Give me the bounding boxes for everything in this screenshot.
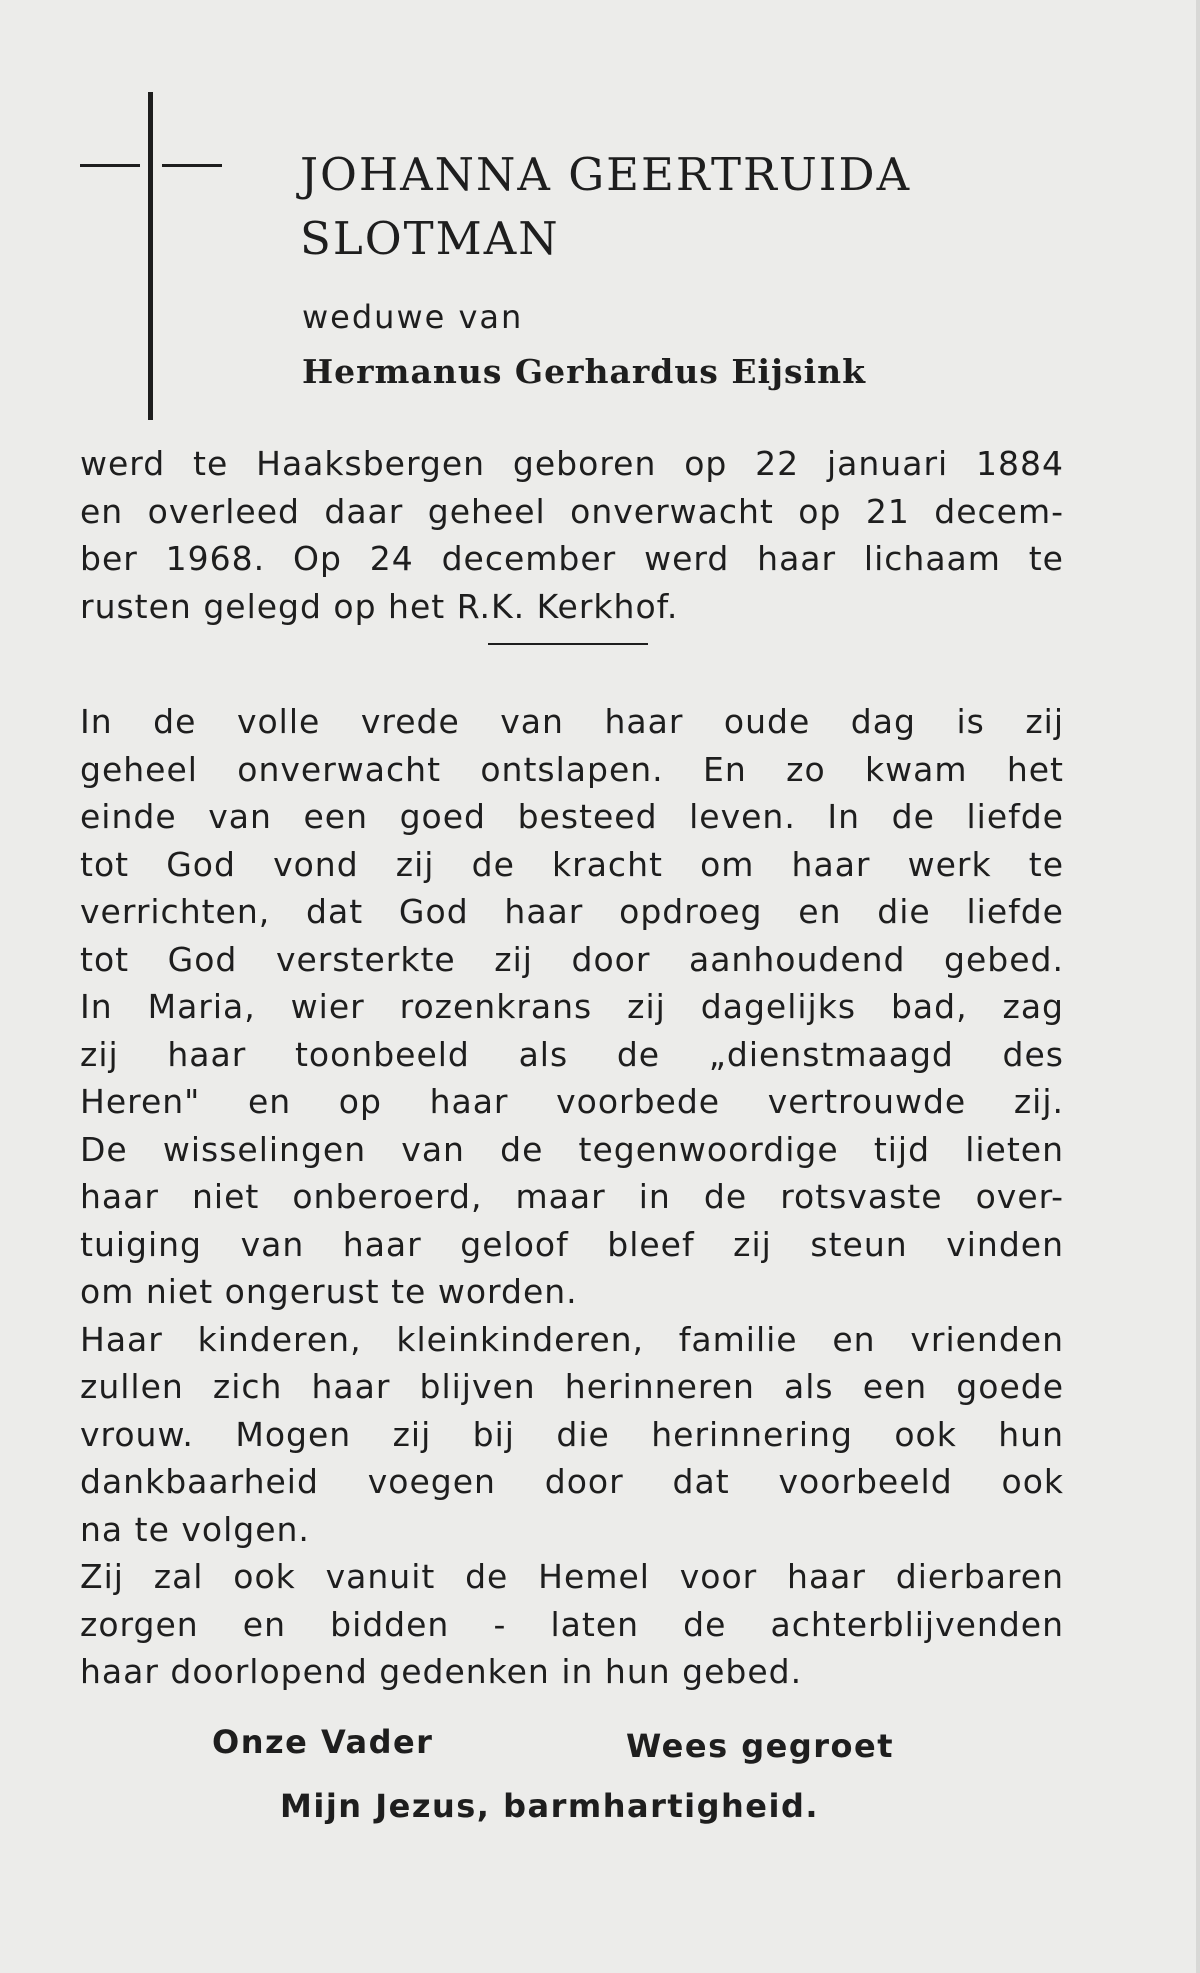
tribute-paragraph — [80, 698, 1064, 1696]
body-line: Heren" en op haar voorbede vertrouwde zij. — [80, 1082, 1064, 1121]
body-line: geheel onverwacht ontslapen. En zo kwam het — [80, 749, 1064, 789]
widow-of-label: weduwe van — [302, 298, 524, 336]
body-line: zullen zich haar blijven herinneren als een goede — [80, 1367, 1064, 1406]
intro-line: en overleed daar geheel onverwacht op 21 decem- — [80, 491, 1064, 531]
intro-line: rusten gelegd op het R.K. Kerkhof. — [80, 586, 679, 626]
body-line: Zij zal ook vanuit de Hemel voor haar dierbaren — [80, 1557, 1064, 1596]
body-line: verrichten, dat God haar opdroeg en die liefde — [80, 892, 1064, 931]
prayer-wees-gegroet: Wees gegroet — [626, 1727, 895, 1765]
body-line: dankbaarheid voegen door dat voorbeeld ook — [80, 1462, 1064, 1501]
husband-name: Hermanus Gerhardus Eijsink — [302, 352, 866, 391]
intro-line: ber 1968. Op 24 december werd haar lichaam te — [80, 539, 1064, 578]
cross-arm-right — [162, 164, 222, 167]
body-line: einde van een goed besteed leven. In de liefde — [80, 797, 1064, 836]
body-line: haar niet onberoerd, maar in de rotsvaste over- — [80, 1177, 1064, 1216]
card-edge — [1196, 0, 1200, 1973]
body-line: zij haar toonbeeld als de „dienstmaagd des — [80, 1034, 1064, 1074]
body-line: tot God versterkte zij door aanhoudend gebed. — [80, 939, 1064, 979]
section-divider — [488, 643, 648, 645]
body-line: Haar kinderen, kleinkinderen, familie en vrienden — [80, 1319, 1064, 1359]
body-line: tot God vond zij de kracht om haar werk te — [80, 844, 1064, 884]
body-line: In Maria, wier rozenkrans zij dagelijks bad, zag — [80, 987, 1064, 1026]
body-line: zorgen en bidden - laten de achterblijvenden — [80, 1604, 1064, 1644]
body-line: om niet ongerust te worden. — [80, 1272, 578, 1311]
body-line: tuiging van haar geloof bleef zij steun vinden — [80, 1224, 1064, 1264]
cross-arm-left — [80, 164, 140, 167]
body-line: In de volle vrede van haar oude dag is zij — [80, 702, 1064, 741]
prayer-mijn-jezus: Mijn Jezus, barmhartigheid. — [280, 1787, 820, 1825]
intro-line: werd te Haaksbergen geboren op 22 januari 1884 — [80, 444, 1064, 483]
body-line: haar doorlopend gedenken in hun gebed. — [80, 1652, 803, 1691]
body-line: na te volgen. — [80, 1509, 310, 1549]
deceased-name-line-1: JOHANNA GEERTRUIDA — [300, 148, 912, 201]
prayer-onze-vader: Onze Vader — [212, 1723, 434, 1761]
cross-icon — [148, 92, 153, 420]
deceased-name-line-2: SLOTMAN — [300, 212, 560, 265]
body-line: vrouw. Mogen zij bij die herinnering ook hun — [80, 1414, 1064, 1454]
body-line: De wisselingen van de tegenwoordige tijd lieten — [80, 1129, 1064, 1169]
birth-death-paragraph — [80, 440, 1064, 630]
